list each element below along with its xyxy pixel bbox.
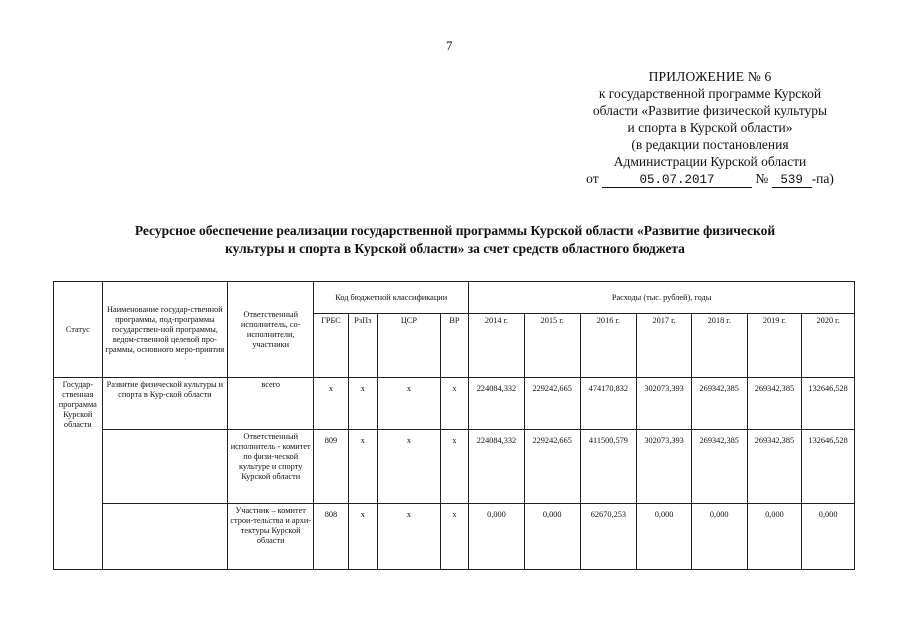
- code-cell: х: [348, 430, 377, 504]
- value-cell: 302073,393: [637, 378, 692, 430]
- header-budget-code: Код бюджетной классификации: [314, 282, 469, 314]
- header-code-csr: ЦСР: [378, 314, 441, 378]
- appendix-line: (в редакции постановления: [631, 137, 789, 152]
- value-cell: 132646,528: [802, 378, 855, 430]
- heading-line: Ресурсное обеспечение реализации государственной программы Курской области «Развитие физической: [134, 223, 776, 238]
- appendix-line: и спорта в Курской области»: [627, 120, 793, 135]
- date-prefix: от: [586, 171, 599, 186]
- value-cell: 224084,332: [469, 430, 525, 504]
- value-cell: 132646,528: [802, 430, 855, 504]
- header-year-2017: 2017 г.: [637, 314, 692, 378]
- number-suffix: -па): [811, 171, 834, 186]
- header-year-2014: 2014 г.: [469, 314, 525, 378]
- value-cell: 411500,579: [580, 430, 637, 504]
- program-name-cell: Развитие физической культуры и спорта в Кур-ской области: [102, 378, 228, 430]
- appendix-line: области «Развитие физической культуры: [592, 103, 828, 118]
- value-cell: 269342,385: [691, 430, 747, 504]
- value-cell: 0,000: [691, 504, 747, 570]
- appendix-line: к государственной программе Курской: [598, 86, 822, 101]
- header-year-2016: 2016 г.: [580, 314, 637, 378]
- header-executor: Ответственный исполнитель, со-исполнители, участники: [228, 282, 314, 378]
- value-cell: 474170,832: [580, 378, 637, 430]
- header-year-2015: 2015 г.: [524, 314, 580, 378]
- appendix-title: ПРИЛОЖЕНИЕ № 6: [648, 69, 772, 84]
- empty-name-cell: [102, 430, 228, 504]
- value-cell: 269342,385: [691, 378, 747, 430]
- executor-cell: всего: [228, 378, 314, 430]
- code-cell: х: [314, 378, 348, 430]
- heading-line: культуры и спорта в Курской области» за счет средств областного бюджета: [225, 241, 685, 256]
- value-cell: 229242,665: [524, 430, 580, 504]
- value-cell: 269342,385: [747, 430, 802, 504]
- code-cell: х: [440, 378, 468, 430]
- page-number: 7: [446, 38, 453, 53]
- header-code-rzpz: РзПз: [348, 314, 377, 378]
- code-cell: х: [348, 378, 377, 430]
- resolution-date: 05.07.2017: [602, 173, 752, 188]
- table-row: [54, 504, 855, 570]
- header-expenses: Расходы (тыс. рублей), годы: [469, 282, 855, 314]
- value-cell: 62670,253: [580, 504, 637, 570]
- value-cell: 302073,393: [637, 430, 692, 504]
- header-code-grbs: ГРБС: [314, 314, 348, 378]
- resource-table: [53, 281, 855, 570]
- appendix-date-line: [560, 170, 860, 188]
- table-row: [54, 378, 855, 430]
- header-year-2019: 2019 г.: [747, 314, 802, 378]
- code-cell: х: [348, 504, 377, 570]
- value-cell: 0,000: [637, 504, 692, 570]
- value-cell: 0,000: [802, 504, 855, 570]
- code-cell: 808: [314, 504, 348, 570]
- number-prefix: №: [755, 171, 769, 186]
- code-cell: х: [378, 430, 441, 504]
- status-cell: Государ-ственная программа Курской области: [54, 378, 103, 570]
- code-cell: х: [440, 430, 468, 504]
- code-cell: х: [378, 378, 441, 430]
- value-cell: 0,000: [524, 504, 580, 570]
- header-status: Статус: [54, 282, 103, 378]
- value-cell: 229242,665: [524, 378, 580, 430]
- empty-name-cell: [102, 504, 228, 570]
- header-code-vr: ВР: [440, 314, 468, 378]
- code-cell: х: [440, 504, 468, 570]
- table-row: [54, 430, 855, 504]
- document-heading: [60, 222, 850, 258]
- value-cell: 269342,385: [747, 378, 802, 430]
- appendix-line: Администрации Курской области: [613, 154, 807, 169]
- header-year-2018: 2018 г.: [691, 314, 747, 378]
- appendix-block: [560, 68, 860, 188]
- value-cell: 224084,332: [469, 378, 525, 430]
- code-cell: 809: [314, 430, 348, 504]
- resolution-number: 539: [772, 173, 812, 188]
- value-cell: 0,000: [469, 504, 525, 570]
- value-cell: 0,000: [747, 504, 802, 570]
- executor-cell: Ответственный исполнитель - комитет по физи-ческой культуре и спорту Курской области: [228, 430, 314, 504]
- executor-cell: Участник – комитет строи-тельства и архи-тектуры Курской области: [228, 504, 314, 570]
- header-name: Наименование государ-ственной программы, под-программы государствен-ной программы, ведом-ственной целевой про-граммы, основного меро-приятия: [102, 282, 228, 378]
- header-year-2020: 2020 г.: [802, 314, 855, 378]
- code-cell: х: [378, 504, 441, 570]
